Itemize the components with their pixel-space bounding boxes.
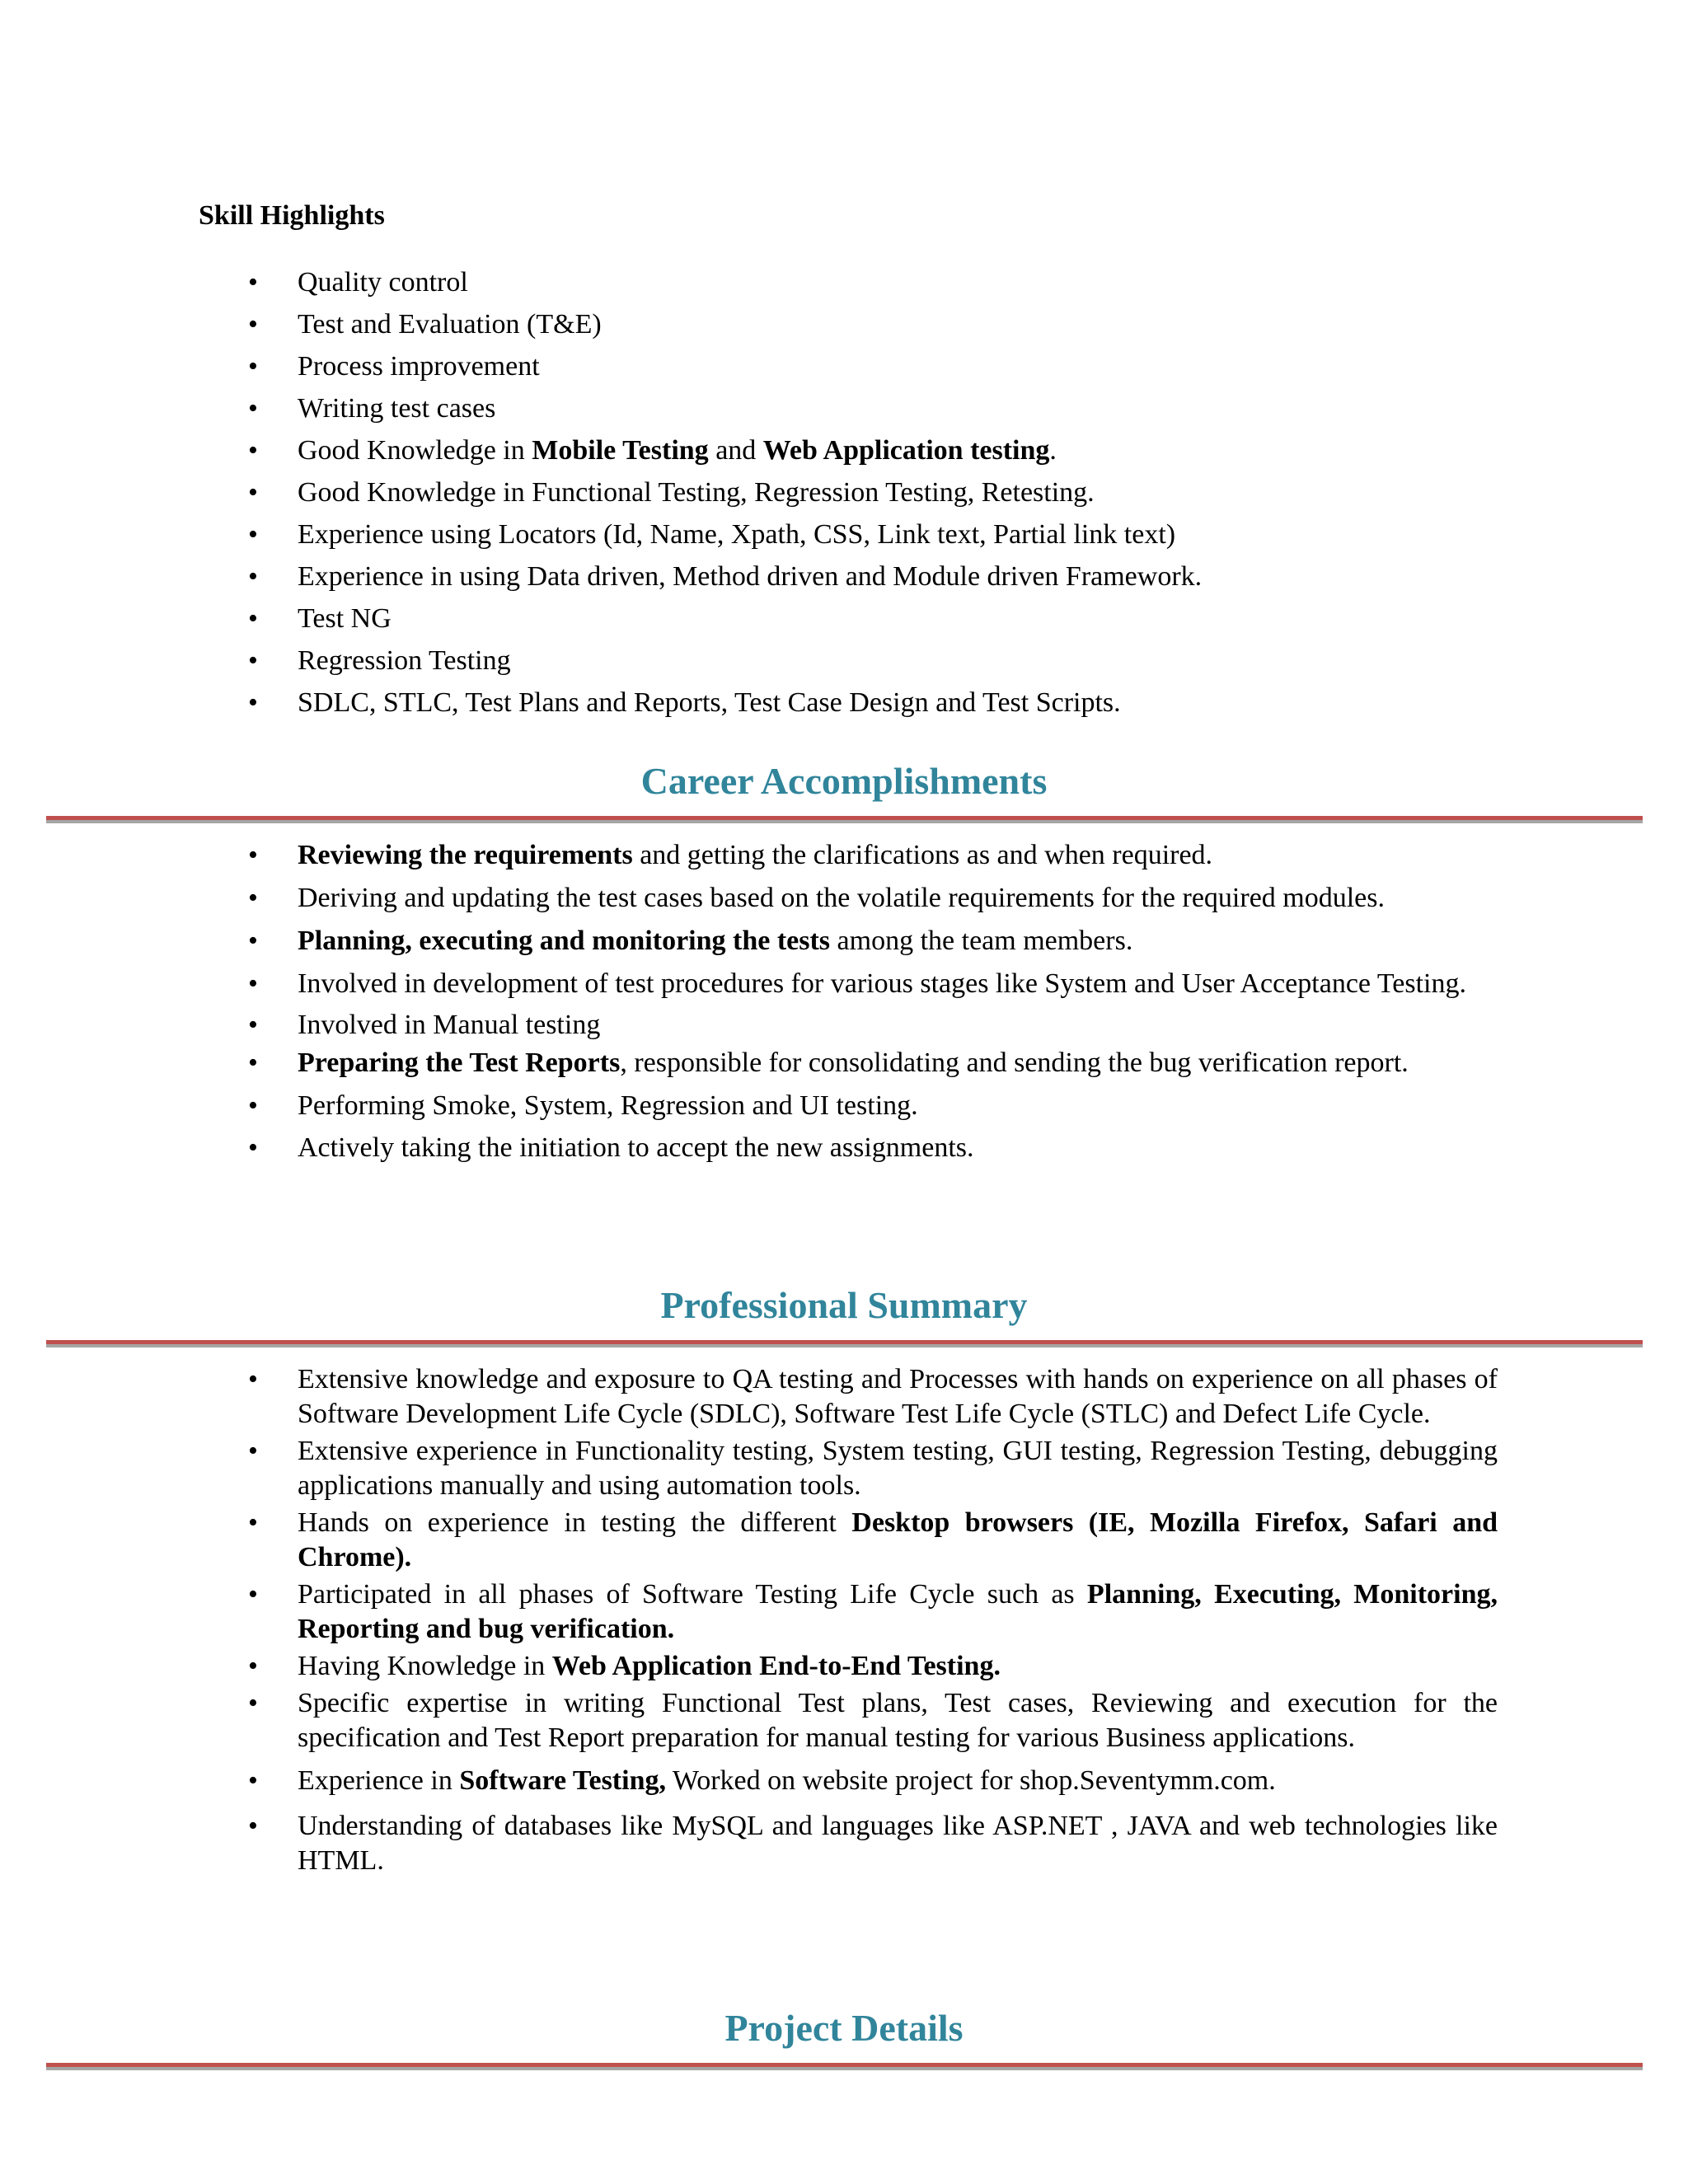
project-details-heading: Project Details bbox=[724, 2007, 964, 2049]
professional-summary-heading: Professional Summary bbox=[660, 1284, 1028, 1326]
section-divider bbox=[46, 816, 1643, 824]
skill-highlights-title: Skill Highlights bbox=[199, 200, 385, 231]
list-item: • Involved in Manual testing bbox=[298, 1008, 1498, 1043]
list-item: • Test and Evaluation (T&E) bbox=[298, 307, 1498, 342]
list-item: • Quality control bbox=[298, 265, 1498, 300]
list-item: • Specific expertise in writing Functional Test plans, Test cases, Reviewing and execution for the specification and Test Report preparation for manual testing for various Business applications. bbox=[298, 1686, 1498, 1755]
list-item: • Having Knowledge in Web Application End-to-End Testing. bbox=[298, 1649, 1498, 1684]
list-item: • Actively taking the initiation to accept the new assignments. bbox=[298, 1131, 1498, 1165]
section-divider bbox=[46, 2063, 1643, 2071]
list-item: • Participated in all phases of Software Testing Life Cycle such as Planning, Executing, Monitoring, Reporting and bug verification. bbox=[298, 1577, 1498, 1647]
list-item: • Good Knowledge in Functional Testing, Regression Testing, Retesting. bbox=[298, 476, 1498, 510]
section-divider bbox=[46, 1340, 1643, 1348]
career-accomplishments-list bbox=[298, 838, 1498, 1165]
list-item: • Involved in development of test procedures for various stages like System and User Acceptance Testing. bbox=[298, 967, 1498, 1001]
list-item: • Experience in Software Testing, Worked on website project for shop.Seventymm.com. bbox=[298, 1764, 1498, 1798]
list-item: • Extensive experience in Functionality testing, System testing, GUI testing, Regression Testing, debugging applications manually and using automation tools. bbox=[298, 1434, 1498, 1503]
list-item: • Preparing the Test Reports, responsible for consolidating and sending the bug verification report. bbox=[298, 1046, 1498, 1080]
list-item: • Reviewing the requirements and getting the clarifications as and when required. bbox=[298, 838, 1498, 873]
list-item: • Good Knowledge in Mobile Testing and Web Application testing. bbox=[298, 434, 1498, 468]
list-item: • Performing Smoke, System, Regression and UI testing. bbox=[298, 1089, 1498, 1123]
list-item: • Process improvement bbox=[298, 349, 1498, 384]
list-item: • Extensive knowledge and exposure to QA testing and Processes with hands on experience on all phases of Software Development Life Cycle (SDLC), Software Test Life Cycle (STLC) and Defect Life Cycle. bbox=[298, 1362, 1498, 1432]
list-item: • Writing test cases bbox=[298, 391, 1498, 426]
list-item: • SDLC, STLC, Test Plans and Reports, Test Case Design and Test Scripts. bbox=[298, 686, 1498, 720]
list-item: • Experience in using Data driven, Method driven and Module driven Framework. bbox=[298, 560, 1498, 594]
list-item: • Planning, executing and monitoring the tests among the team members. bbox=[298, 924, 1498, 958]
professional-summary-list bbox=[298, 1362, 1498, 1878]
list-item: • Deriving and updating the test cases based on the volatile requirements for the required modules. bbox=[298, 881, 1498, 916]
list-item: • Test NG bbox=[298, 602, 1498, 636]
list-item: • Regression Testing bbox=[298, 644, 1498, 678]
list-item: • Experience using Locators (Id, Name, Xpath, CSS, Link text, Partial link text) bbox=[298, 518, 1498, 552]
list-item: • Hands on experience in testing the different Desktop browsers (IE, Mozilla Firefox, Safari and Chrome). bbox=[298, 1506, 1498, 1575]
career-accomplishments-heading: Career Accomplishments bbox=[640, 760, 1048, 802]
list-item: • Understanding of databases like MySQL and languages like ASP.NET , JAVA and web technologies like HTML. bbox=[298, 1809, 1498, 1878]
skill-highlights-list bbox=[298, 265, 1498, 728]
